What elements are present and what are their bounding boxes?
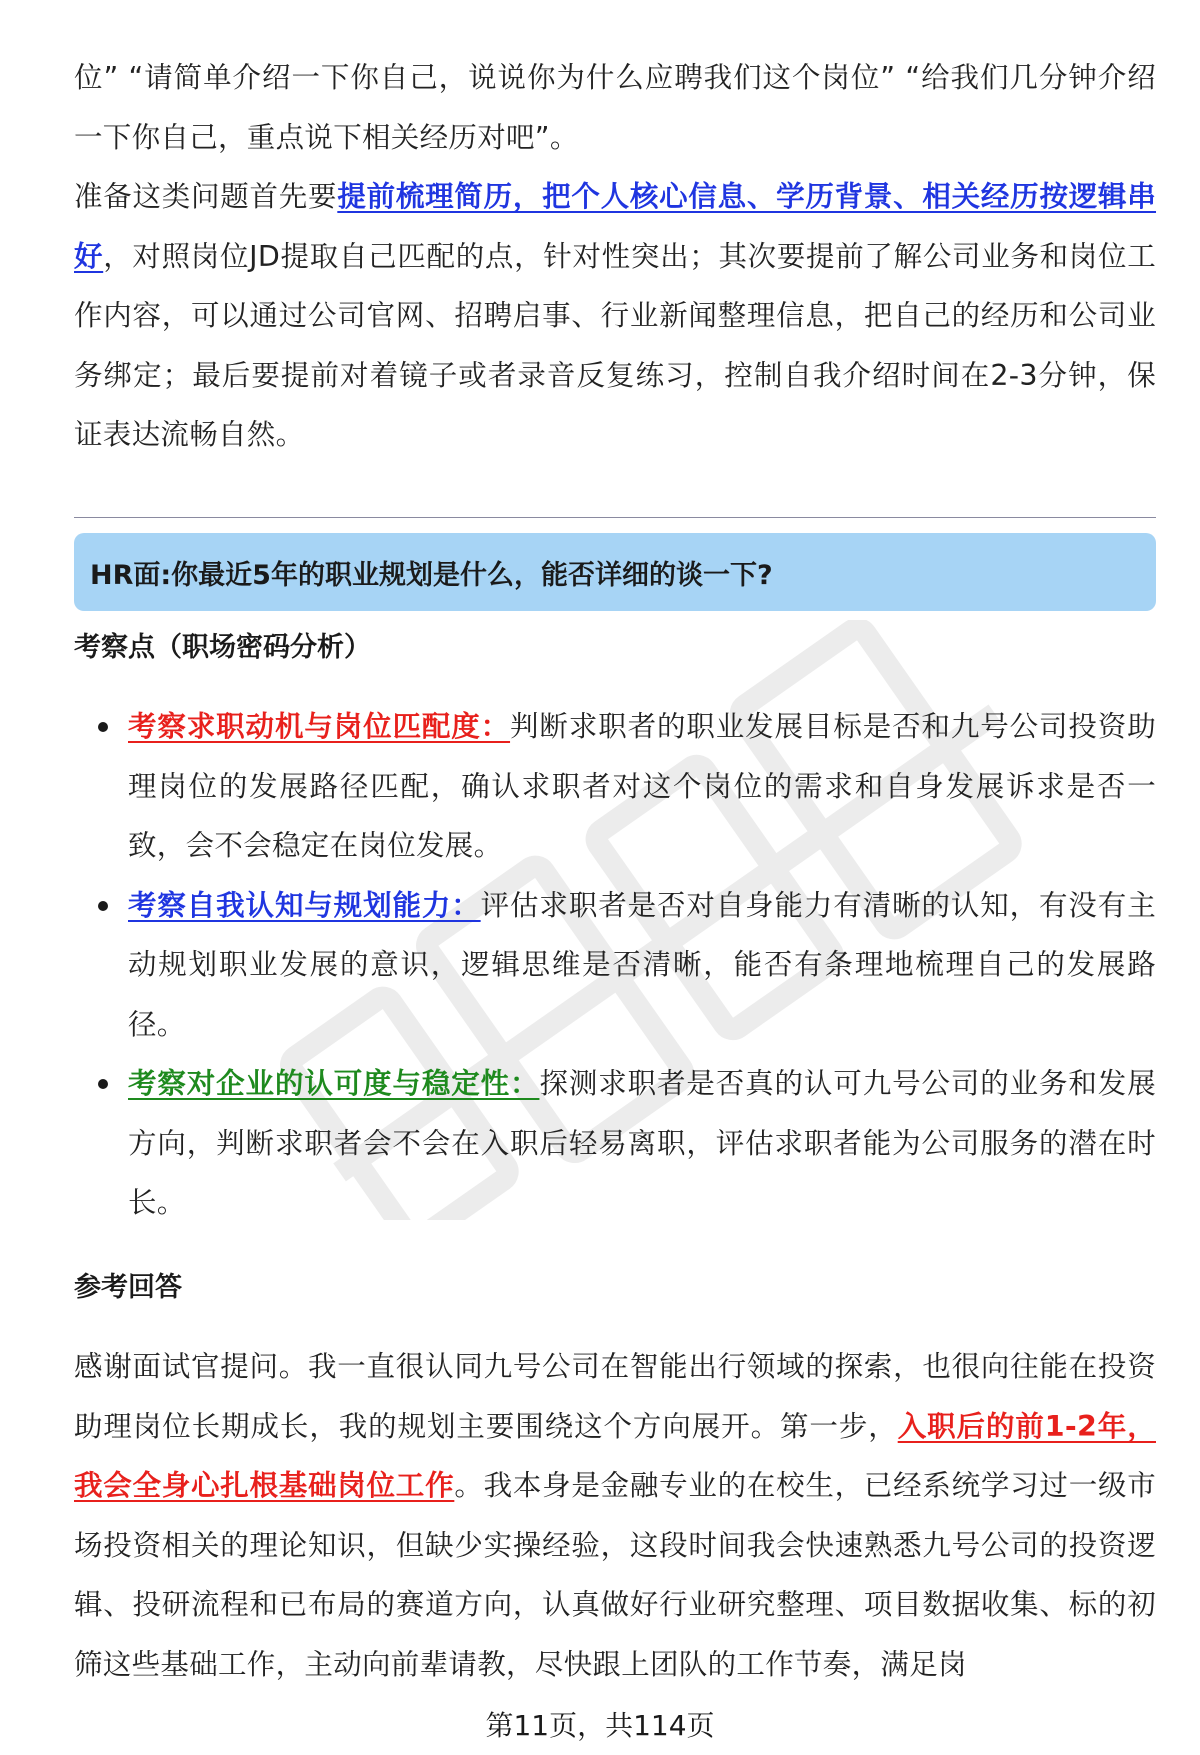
answer-part2: 。我本身是金融专业的在校生，已经系统学习过一级市场投资相关的理论知识，但缺少实操经验，这段时间我会快速熟悉九号公司的投资逻辑、投研流程和已布局的赛道方向，认真做好行业研究整理、项目数据收集、标的初筛这些基础工作，主动向前辈请教，尽快跟上团队的工作节奏，满足岗	[74, 1469, 1157, 1681]
answer-highlight: 入职后的前1-2年，我会全身心扎根基础岗位工作	[74, 1409, 1156, 1502]
prep-rest: ，对照岗位JD提取自己匹配的点，针对性突出；其次要提前了解公司业务和岗位工作内容，可以通过公司官网、招聘启事、行业新闻整理信息，把自己的经历和公司业务绑定；最后要提前对着镜子或者录音反复练习，控制自我介绍时间在2-3分钟，保证表达流畅自然。	[74, 239, 1156, 451]
analysis-label: 考察求职动机与岗位匹配度：	[128, 710, 511, 743]
bullet-icon	[98, 722, 108, 732]
analysis-text: 评估求职者是否对自身能力有清晰的认知，有没有主动规划职业发展的意识，逻辑思维是否清晰，能否有条理地梳理自己的发展路径。	[128, 888, 1156, 1041]
question-text: HR面:你最近5年的职业规划是什么，能否详细的谈一下?	[90, 559, 773, 591]
analysis-text: 判断求职者的职业发展目标是否和九号公司投资助理岗位的发展路径匹配，确认求职者对这个岗位的需求和自身发展诉求是否一致，会不会稳定在岗位发展。	[128, 710, 1156, 862]
page-number: 第11页，共114页	[485, 1709, 715, 1742]
prep-paragraph	[74, 167, 1156, 465]
bullet-icon	[98, 901, 108, 911]
list-item	[74, 1054, 1156, 1233]
answer-paragraph	[74, 1337, 1156, 1694]
list-item	[74, 697, 1156, 876]
intro-paragraph	[74, 48, 1156, 167]
section-divider	[74, 517, 1156, 518]
prep-prefix: 准备这类问题首先要	[74, 180, 338, 213]
analysis-list	[74, 697, 1156, 1233]
analysis-title: 考察点（职场密码分析）	[74, 632, 371, 663]
intro-section	[74, 48, 1156, 465]
prep-highlight: 提前梳理简历，把个人核心信息、学历背景、相关经历按逻辑串好	[74, 180, 1157, 273]
intro-line: 位” “请简单介绍一下你自己，说说你为什么应聘我们这个岗位” “给我们几分钟介绍一下你自己，重点说下相关经历对吧”。	[74, 61, 1156, 154]
analysis-text: 探测求职者是否真的认可九号公司的业务和发展方向，判断求职者会不会在入职后轻易离职，评估求职者能为公司服务的潜在时长。	[128, 1067, 1156, 1219]
list-item	[74, 876, 1156, 1055]
answer-part1: 感谢面试官提问。我一直很认同九号公司在智能出行领域的探索，也很向往能在投资助理岗位长期成长，我的规划主要围绕这个方向展开。第一步，	[74, 1350, 1156, 1443]
question-banner	[74, 533, 1156, 611]
answer-title: 参考回答	[74, 1272, 182, 1303]
analysis-label: 考察对企业的认可度与稳定性：	[128, 1067, 540, 1100]
bullet-icon	[98, 1079, 108, 1089]
answer-section	[74, 1337, 1156, 1694]
analysis-label: 考察自我认知与规划能力：	[128, 888, 481, 922]
